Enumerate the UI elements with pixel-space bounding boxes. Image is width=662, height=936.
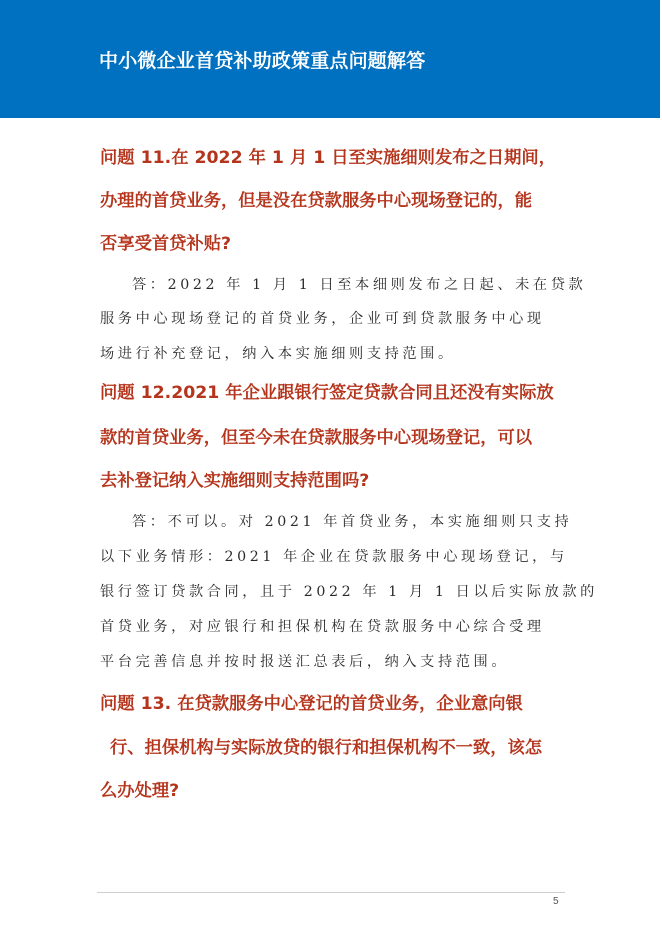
- answer-12-line-4: 首贷业务，对应银行和担保机构在贷款服务中心综合受理: [100, 619, 545, 635]
- question-11-line-2: 办理的首贷业务，但是没在贷款服务中心现场登记的，能: [100, 191, 533, 211]
- question-13-line-2: 行、担保机构与实际放贷的银行和担保机构不一致，该怎: [110, 738, 543, 758]
- question-11-line-3: 否享受首贷补贴?: [100, 234, 231, 254]
- answer-11-line-2: 服务中心现场登记的首贷业务，企业可到贷款服务中心现: [100, 311, 545, 327]
- answer-12-line-1: 答：不可以。对 2021 年首贷业务，本实施细则只支持: [132, 514, 573, 530]
- question-12-line-1: 问题 12.2021 年企业跟银行签定贷款合同且还没有实际放: [100, 383, 554, 403]
- answer-11-line-3: 场进行补充登记，纳入本实施细则支持范围。: [100, 346, 456, 362]
- question-11-line-1: 问题 11.在 2022 年 1 月 1 日至实施细则发布之日期间，: [100, 148, 556, 168]
- question-12-line-2: 款的首贷业务，但至今未在贷款服务中心现场登记，可以: [100, 428, 533, 448]
- question-13-line-3: 么办处理?: [100, 781, 180, 801]
- page-number: 5: [553, 896, 559, 907]
- question-12-line-3: 去补登记纳入实施细则支持范围吗?: [100, 471, 370, 491]
- answer-12-line-3: 银行签订贷款合同，且于 2022 年 1 月 1 日以后实际放款的: [100, 584, 598, 600]
- question-13-line-1: 问题 13. 在贷款服务中心登记的首贷业务，企业意向银: [100, 694, 523, 714]
- answer-12-line-2: 以下业务情形：2021 年企业在贷款服务中心现场登记，与: [100, 549, 568, 565]
- answer-12-line-5: 平台完善信息并按时报送汇总表后，纳入支持范围。: [100, 654, 510, 670]
- answer-11-line-1: 答：2022 年 1 月 1 日至本细则发布之日起、未在贷款: [132, 277, 587, 293]
- document-header-banner: [0, 0, 660, 118]
- footer-divider: [97, 892, 565, 893]
- document-title: 中小微企业首贷补助政策重点问题解答: [99, 50, 426, 72]
